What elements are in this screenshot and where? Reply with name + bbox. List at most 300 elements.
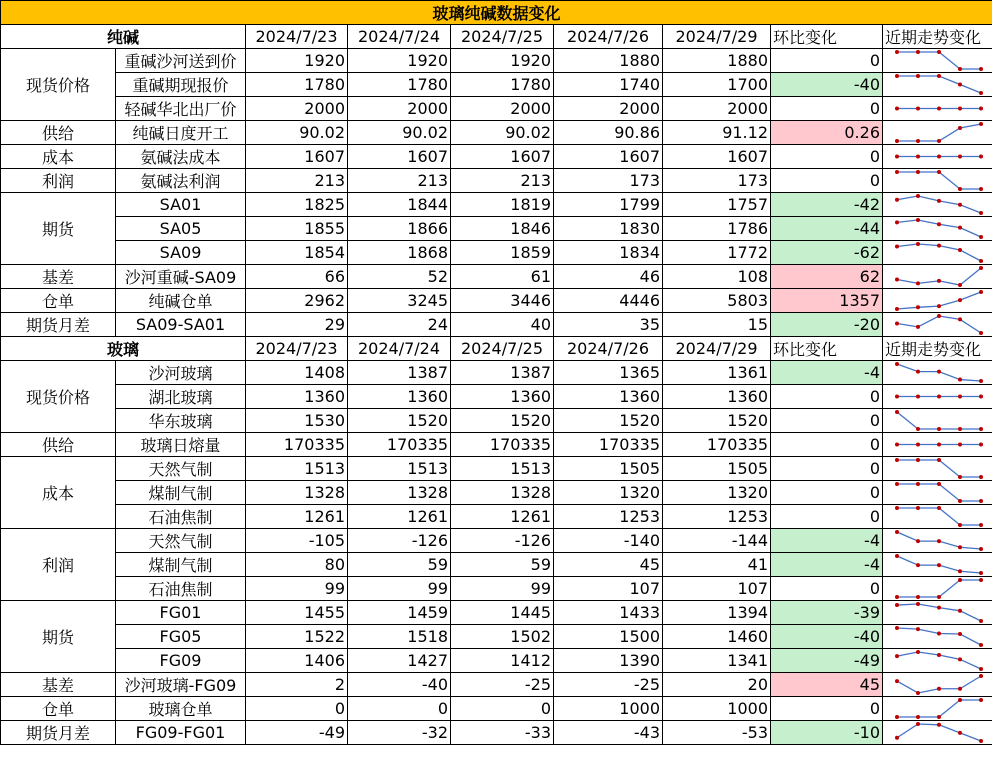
date-header: 2024/7/23 bbox=[246, 337, 348, 361]
sparkline-point bbox=[958, 187, 962, 191]
table-row bbox=[1, 73, 992, 97]
sparkline-cell bbox=[883, 385, 992, 409]
sparkline-point bbox=[916, 242, 920, 246]
table-row bbox=[1, 625, 992, 649]
sparkline-point bbox=[958, 632, 962, 636]
sparkline-cell bbox=[883, 457, 992, 481]
value-cell: 61 bbox=[451, 265, 554, 289]
table-row bbox=[1, 217, 992, 241]
value-cell: -49 bbox=[246, 721, 348, 745]
item-cell: SA01 bbox=[116, 193, 246, 217]
value-cell: 46 bbox=[554, 265, 663, 289]
value-cell: -25 bbox=[451, 673, 554, 697]
sparkline-line bbox=[897, 508, 981, 525]
sparkline-cell bbox=[883, 97, 992, 121]
value-cell: 2962 bbox=[246, 289, 348, 313]
value-cell: 20 bbox=[663, 673, 771, 697]
sparkline-point bbox=[937, 715, 941, 719]
sparkline-point bbox=[979, 698, 983, 702]
change-cell: 45 bbox=[771, 673, 883, 697]
sparkline-cell bbox=[883, 625, 992, 649]
table-row bbox=[1, 265, 992, 289]
value-cell: 1459 bbox=[348, 601, 451, 625]
value-cell: 1513 bbox=[246, 457, 348, 481]
value-cell: 1607 bbox=[348, 145, 451, 169]
sparkline-point bbox=[958, 443, 962, 447]
category-cell: 仓单 bbox=[1, 289, 116, 313]
sparkline-cell bbox=[883, 649, 992, 673]
value-cell: 1780 bbox=[348, 73, 451, 97]
sparkline-point bbox=[916, 602, 920, 606]
category-cell: 成本 bbox=[1, 145, 116, 169]
sparkline-line bbox=[897, 460, 981, 477]
sparkline-point bbox=[895, 278, 899, 282]
value-cell: 1607 bbox=[451, 145, 554, 169]
value-cell: 108 bbox=[663, 265, 771, 289]
sparkline-point bbox=[895, 715, 899, 719]
item-cell: 沙河玻璃-FG09 bbox=[116, 673, 246, 697]
value-cell: 1846 bbox=[451, 217, 554, 241]
change-cell: -62 bbox=[771, 241, 883, 265]
value-cell: 3245 bbox=[348, 289, 451, 313]
sparkline-point bbox=[937, 539, 941, 543]
value-cell: 1530 bbox=[246, 409, 348, 433]
sparkline bbox=[885, 241, 992, 264]
date-header: 2024/7/29 bbox=[663, 337, 771, 361]
sparkline-point bbox=[979, 187, 983, 191]
value-cell: 4446 bbox=[554, 289, 663, 313]
value-cell: -33 bbox=[451, 721, 554, 745]
category-cell: 期货月差 bbox=[1, 313, 116, 337]
sparkline-point bbox=[979, 571, 983, 575]
table-row bbox=[1, 529, 992, 553]
table-row bbox=[1, 361, 992, 385]
sparkline-point bbox=[916, 650, 920, 654]
sparkline-point bbox=[916, 627, 920, 631]
sparkline bbox=[885, 649, 992, 672]
value-cell: 1328 bbox=[246, 481, 348, 505]
value-cell: 1880 bbox=[663, 49, 771, 73]
table-row bbox=[1, 673, 992, 697]
sparkline-point bbox=[895, 362, 899, 366]
section-title: 纯碱 bbox=[1, 25, 246, 49]
value-cell: 1360 bbox=[554, 385, 663, 409]
value-cell: -140 bbox=[554, 529, 663, 553]
value-cell: 3446 bbox=[451, 289, 554, 313]
value-cell: 1834 bbox=[554, 241, 663, 265]
sparkline-point bbox=[958, 731, 962, 735]
sparkline-point bbox=[979, 259, 983, 263]
sparkline-cell bbox=[883, 169, 992, 193]
value-cell: 45 bbox=[554, 553, 663, 577]
sparkline-point bbox=[937, 631, 941, 635]
value-cell: 1855 bbox=[246, 217, 348, 241]
sparkline-point bbox=[958, 126, 962, 130]
value-cell: 24 bbox=[348, 313, 451, 337]
sparkline-point bbox=[937, 370, 941, 374]
item-cell: SA09-SA01 bbox=[116, 313, 246, 337]
sparkline-point bbox=[916, 595, 920, 599]
sparkline-point bbox=[937, 606, 941, 610]
sparkline bbox=[885, 697, 992, 720]
table-row bbox=[1, 433, 992, 457]
trend-header: 近期走势变化 bbox=[883, 25, 992, 49]
table-row bbox=[1, 145, 992, 169]
change-cell: 0 bbox=[771, 169, 883, 193]
value-cell: 1522 bbox=[246, 625, 348, 649]
table-row bbox=[1, 697, 992, 721]
sparkline-point bbox=[979, 266, 983, 270]
value-cell: 107 bbox=[663, 577, 771, 601]
value-cell: 1387 bbox=[348, 361, 451, 385]
table-row bbox=[1, 97, 992, 121]
sparkline-line bbox=[897, 124, 981, 141]
sparkline-point bbox=[916, 370, 920, 374]
sparkline-point bbox=[895, 443, 899, 447]
sparkline bbox=[885, 97, 992, 120]
sparkline-line bbox=[897, 484, 981, 501]
sparkline-point bbox=[979, 499, 983, 503]
value-cell: 1455 bbox=[246, 601, 348, 625]
sparkline-cell bbox=[883, 721, 992, 745]
change-cell: 0 bbox=[771, 409, 883, 433]
sparkline-point bbox=[916, 155, 920, 159]
value-cell: 1520 bbox=[554, 409, 663, 433]
sparkline bbox=[885, 673, 992, 696]
sparkline-point bbox=[937, 443, 941, 447]
change-cell: -40 bbox=[771, 625, 883, 649]
sparkline-point bbox=[937, 506, 941, 510]
sparkline-line bbox=[897, 316, 981, 333]
item-cell: 重碱期现报价 bbox=[116, 73, 246, 97]
sparkline-point bbox=[937, 653, 941, 657]
sparkline bbox=[885, 433, 992, 456]
sparkline-point bbox=[916, 194, 920, 198]
value-cell: 35 bbox=[554, 313, 663, 337]
value-cell: 1412 bbox=[451, 649, 554, 673]
value-cell: 2 bbox=[246, 673, 348, 697]
sparkline-point bbox=[958, 523, 962, 527]
sparkline bbox=[885, 385, 992, 408]
sparkline-cell bbox=[883, 265, 992, 289]
value-cell: 1408 bbox=[246, 361, 348, 385]
sparkline-point bbox=[895, 321, 899, 325]
category-cell: 基差 bbox=[1, 265, 116, 289]
value-cell: 1757 bbox=[663, 193, 771, 217]
sparkline-point bbox=[958, 499, 962, 503]
item-cell: 沙河玻璃 bbox=[116, 361, 246, 385]
sparkline-point bbox=[895, 170, 899, 174]
value-cell: 213 bbox=[348, 169, 451, 193]
table-row bbox=[1, 409, 992, 433]
table-row bbox=[1, 505, 992, 529]
change-cell: 0 bbox=[771, 505, 883, 529]
table-row bbox=[1, 313, 992, 337]
sparkline-point bbox=[958, 67, 962, 71]
table-row bbox=[1, 169, 992, 193]
sparkline-cell bbox=[883, 673, 992, 697]
table-row bbox=[1, 385, 992, 409]
value-cell: 2000 bbox=[451, 97, 554, 121]
sparkline-point bbox=[895, 155, 899, 159]
value-cell: 1253 bbox=[554, 505, 663, 529]
value-cell: 1607 bbox=[663, 145, 771, 169]
value-cell: 1000 bbox=[663, 697, 771, 721]
sparkline-point bbox=[916, 305, 920, 309]
value-cell: 1607 bbox=[246, 145, 348, 169]
change-cell: 0 bbox=[771, 697, 883, 721]
trend-header: 近期走势变化 bbox=[883, 337, 992, 361]
value-cell: 1360 bbox=[451, 385, 554, 409]
sparkline-point bbox=[916, 107, 920, 111]
sparkline-point bbox=[958, 609, 962, 613]
value-cell: 0 bbox=[451, 697, 554, 721]
value-cell: 1390 bbox=[554, 649, 663, 673]
date-header: 2024/7/24 bbox=[348, 25, 451, 49]
change-cell: -4 bbox=[771, 361, 883, 385]
sparkline-point bbox=[916, 458, 920, 462]
value-cell: 1433 bbox=[554, 601, 663, 625]
sparkline-point bbox=[937, 199, 941, 203]
sparkline-point bbox=[979, 739, 983, 743]
sparkline-point bbox=[937, 482, 941, 486]
date-header: 2024/7/25 bbox=[451, 25, 554, 49]
sparkline-point bbox=[895, 220, 899, 224]
sparkline-point bbox=[895, 736, 899, 740]
sparkline-point bbox=[937, 458, 941, 462]
value-cell: 170335 bbox=[554, 433, 663, 457]
item-cell: 沙河重碱-SA09 bbox=[116, 265, 246, 289]
change-cell: 0.26 bbox=[771, 121, 883, 145]
value-cell: -144 bbox=[663, 529, 771, 553]
value-cell: 1740 bbox=[554, 73, 663, 97]
value-cell: 5803 bbox=[663, 289, 771, 313]
value-cell: 1518 bbox=[348, 625, 451, 649]
sparkline-cell bbox=[883, 409, 992, 433]
sparkline-point bbox=[979, 643, 983, 647]
value-cell: 1261 bbox=[451, 505, 554, 529]
table-row bbox=[1, 601, 992, 625]
category-cell: 成本 bbox=[1, 457, 116, 529]
table-row bbox=[1, 49, 992, 73]
value-cell: 1880 bbox=[554, 49, 663, 73]
table-row bbox=[1, 649, 992, 673]
sparkline-line bbox=[897, 196, 981, 213]
value-cell: 1780 bbox=[246, 73, 348, 97]
value-cell: 90.02 bbox=[451, 121, 554, 145]
change-cell: -20 bbox=[771, 313, 883, 337]
sparkline-point bbox=[895, 244, 899, 248]
sparkline-point bbox=[958, 569, 962, 573]
sparkline-point bbox=[958, 657, 962, 661]
category-cell: 基差 bbox=[1, 673, 116, 697]
change-header: 环比变化 bbox=[771, 337, 883, 361]
value-cell: -126 bbox=[348, 529, 451, 553]
sparkline-point bbox=[958, 83, 962, 87]
sparkline-point bbox=[979, 155, 983, 159]
sparkline-point bbox=[895, 74, 899, 78]
value-cell: 1844 bbox=[348, 193, 451, 217]
value-cell: 2000 bbox=[554, 97, 663, 121]
value-cell: 52 bbox=[348, 265, 451, 289]
sparkline-point bbox=[937, 687, 941, 691]
sparkline-point bbox=[937, 139, 941, 143]
value-cell: 90.02 bbox=[246, 121, 348, 145]
sparkline-point bbox=[916, 50, 920, 54]
value-cell: 1360 bbox=[663, 385, 771, 409]
title-row bbox=[1, 1, 992, 25]
value-cell: 1261 bbox=[246, 505, 348, 529]
value-cell: 99 bbox=[451, 577, 554, 601]
sparkline-point bbox=[916, 722, 920, 726]
sparkline-point bbox=[937, 427, 941, 431]
sparkline bbox=[885, 193, 992, 216]
sparkline-cell bbox=[883, 121, 992, 145]
sparkline-point bbox=[916, 563, 920, 567]
sparkline-cell bbox=[883, 289, 992, 313]
sparkline-point bbox=[937, 222, 941, 226]
category-cell: 仓单 bbox=[1, 697, 116, 721]
change-cell: -49 bbox=[771, 649, 883, 673]
sparkline-point bbox=[979, 211, 983, 215]
item-cell: FG05 bbox=[116, 625, 246, 649]
value-cell: 1328 bbox=[348, 481, 451, 505]
item-cell: 纯碱日度开工 bbox=[116, 121, 246, 145]
sparkline-cell bbox=[883, 697, 992, 721]
sparkline-point bbox=[958, 298, 962, 302]
sparkline-point bbox=[979, 395, 983, 399]
item-cell: 纯碱仓单 bbox=[116, 289, 246, 313]
item-cell: 氨碱法成本 bbox=[116, 145, 246, 169]
change-cell: -40 bbox=[771, 73, 883, 97]
sparkline-point bbox=[937, 395, 941, 399]
sparkline-point bbox=[895, 603, 899, 607]
sparkline-cell bbox=[883, 73, 992, 97]
sparkline-point bbox=[958, 545, 962, 549]
value-cell: 213 bbox=[246, 169, 348, 193]
change-cell: 0 bbox=[771, 457, 883, 481]
sparkline-point bbox=[958, 226, 962, 230]
value-cell: 15 bbox=[663, 313, 771, 337]
change-header: 环比变化 bbox=[771, 25, 883, 49]
sparkline-line bbox=[897, 628, 981, 645]
sparkline-cell bbox=[883, 481, 992, 505]
sparkline-point bbox=[937, 244, 941, 248]
value-cell: 1500 bbox=[554, 625, 663, 649]
value-cell: 59 bbox=[451, 553, 554, 577]
value-cell: 1825 bbox=[246, 193, 348, 217]
sparkline-line bbox=[897, 52, 981, 69]
table-row bbox=[1, 553, 992, 577]
sparkline bbox=[885, 721, 992, 744]
date-header: 2024/7/29 bbox=[663, 25, 771, 49]
change-cell: 1357 bbox=[771, 289, 883, 313]
sparkline-point bbox=[979, 578, 983, 582]
value-cell: -32 bbox=[348, 721, 451, 745]
sparkline-point bbox=[895, 307, 899, 311]
value-cell: 1819 bbox=[451, 193, 554, 217]
date-header: 2024/7/23 bbox=[246, 25, 348, 49]
sparkline-point bbox=[937, 279, 941, 283]
table-row bbox=[1, 121, 992, 145]
value-cell: 170335 bbox=[451, 433, 554, 457]
sparkline-point bbox=[895, 554, 899, 558]
sparkline-point bbox=[895, 50, 899, 54]
value-cell: 0 bbox=[246, 697, 348, 721]
value-cell: 1000 bbox=[554, 697, 663, 721]
table-row bbox=[1, 577, 992, 601]
value-cell: 1920 bbox=[246, 49, 348, 73]
value-cell: 1520 bbox=[663, 409, 771, 433]
sparkline-point bbox=[937, 304, 941, 308]
value-cell: 1253 bbox=[663, 505, 771, 529]
sparkline-cell bbox=[883, 529, 992, 553]
category-cell: 现货价格 bbox=[1, 361, 116, 433]
sparkline-point bbox=[958, 687, 962, 691]
sparkline-point bbox=[958, 475, 962, 479]
item-cell: SA05 bbox=[116, 217, 246, 241]
sparkline-point bbox=[916, 74, 920, 78]
sparkline-point bbox=[937, 155, 941, 159]
value-cell: 0 bbox=[348, 697, 451, 721]
value-cell: 1520 bbox=[451, 409, 554, 433]
value-cell: 170335 bbox=[246, 433, 348, 457]
change-cell: 0 bbox=[771, 433, 883, 457]
item-cell: 石油焦制 bbox=[116, 505, 246, 529]
sparkline-line bbox=[897, 580, 981, 597]
value-cell: 2000 bbox=[246, 97, 348, 121]
value-cell: 1427 bbox=[348, 649, 451, 673]
value-cell: 1868 bbox=[348, 241, 451, 265]
sparkline-cell bbox=[883, 313, 992, 337]
change-cell: 0 bbox=[771, 385, 883, 409]
sparkline bbox=[885, 145, 992, 168]
value-cell: 1341 bbox=[663, 649, 771, 673]
sparkline-point bbox=[895, 626, 899, 630]
value-cell: 1920 bbox=[451, 49, 554, 73]
sparkline bbox=[885, 361, 992, 384]
value-cell: 1505 bbox=[663, 457, 771, 481]
value-cell: 99 bbox=[246, 577, 348, 601]
value-cell: 90.02 bbox=[348, 121, 451, 145]
sparkline-point bbox=[958, 203, 962, 207]
value-cell: 1502 bbox=[451, 625, 554, 649]
change-cell: 0 bbox=[771, 97, 883, 121]
value-cell: 90.86 bbox=[554, 121, 663, 145]
sparkline-point bbox=[916, 139, 920, 143]
category-cell: 期货 bbox=[1, 601, 116, 673]
sparkline-point bbox=[937, 74, 941, 78]
value-cell: 1830 bbox=[554, 217, 663, 241]
value-cell: 1406 bbox=[246, 649, 348, 673]
sparkline bbox=[885, 457, 992, 480]
value-cell: 1387 bbox=[451, 361, 554, 385]
value-cell: 1445 bbox=[451, 601, 554, 625]
category-cell: 现货价格 bbox=[1, 49, 116, 121]
value-cell: 107 bbox=[554, 577, 663, 601]
sparkline-point bbox=[979, 547, 983, 551]
section-header-row bbox=[1, 337, 992, 361]
value-cell: 66 bbox=[246, 265, 348, 289]
change-cell: 0 bbox=[771, 49, 883, 73]
item-cell: FG09 bbox=[116, 649, 246, 673]
value-cell: 1505 bbox=[554, 457, 663, 481]
sparkline-line bbox=[897, 700, 981, 717]
value-cell: 1772 bbox=[663, 241, 771, 265]
table-row bbox=[1, 457, 992, 481]
sparkline-point bbox=[895, 198, 899, 202]
category-cell: 供给 bbox=[1, 433, 116, 457]
